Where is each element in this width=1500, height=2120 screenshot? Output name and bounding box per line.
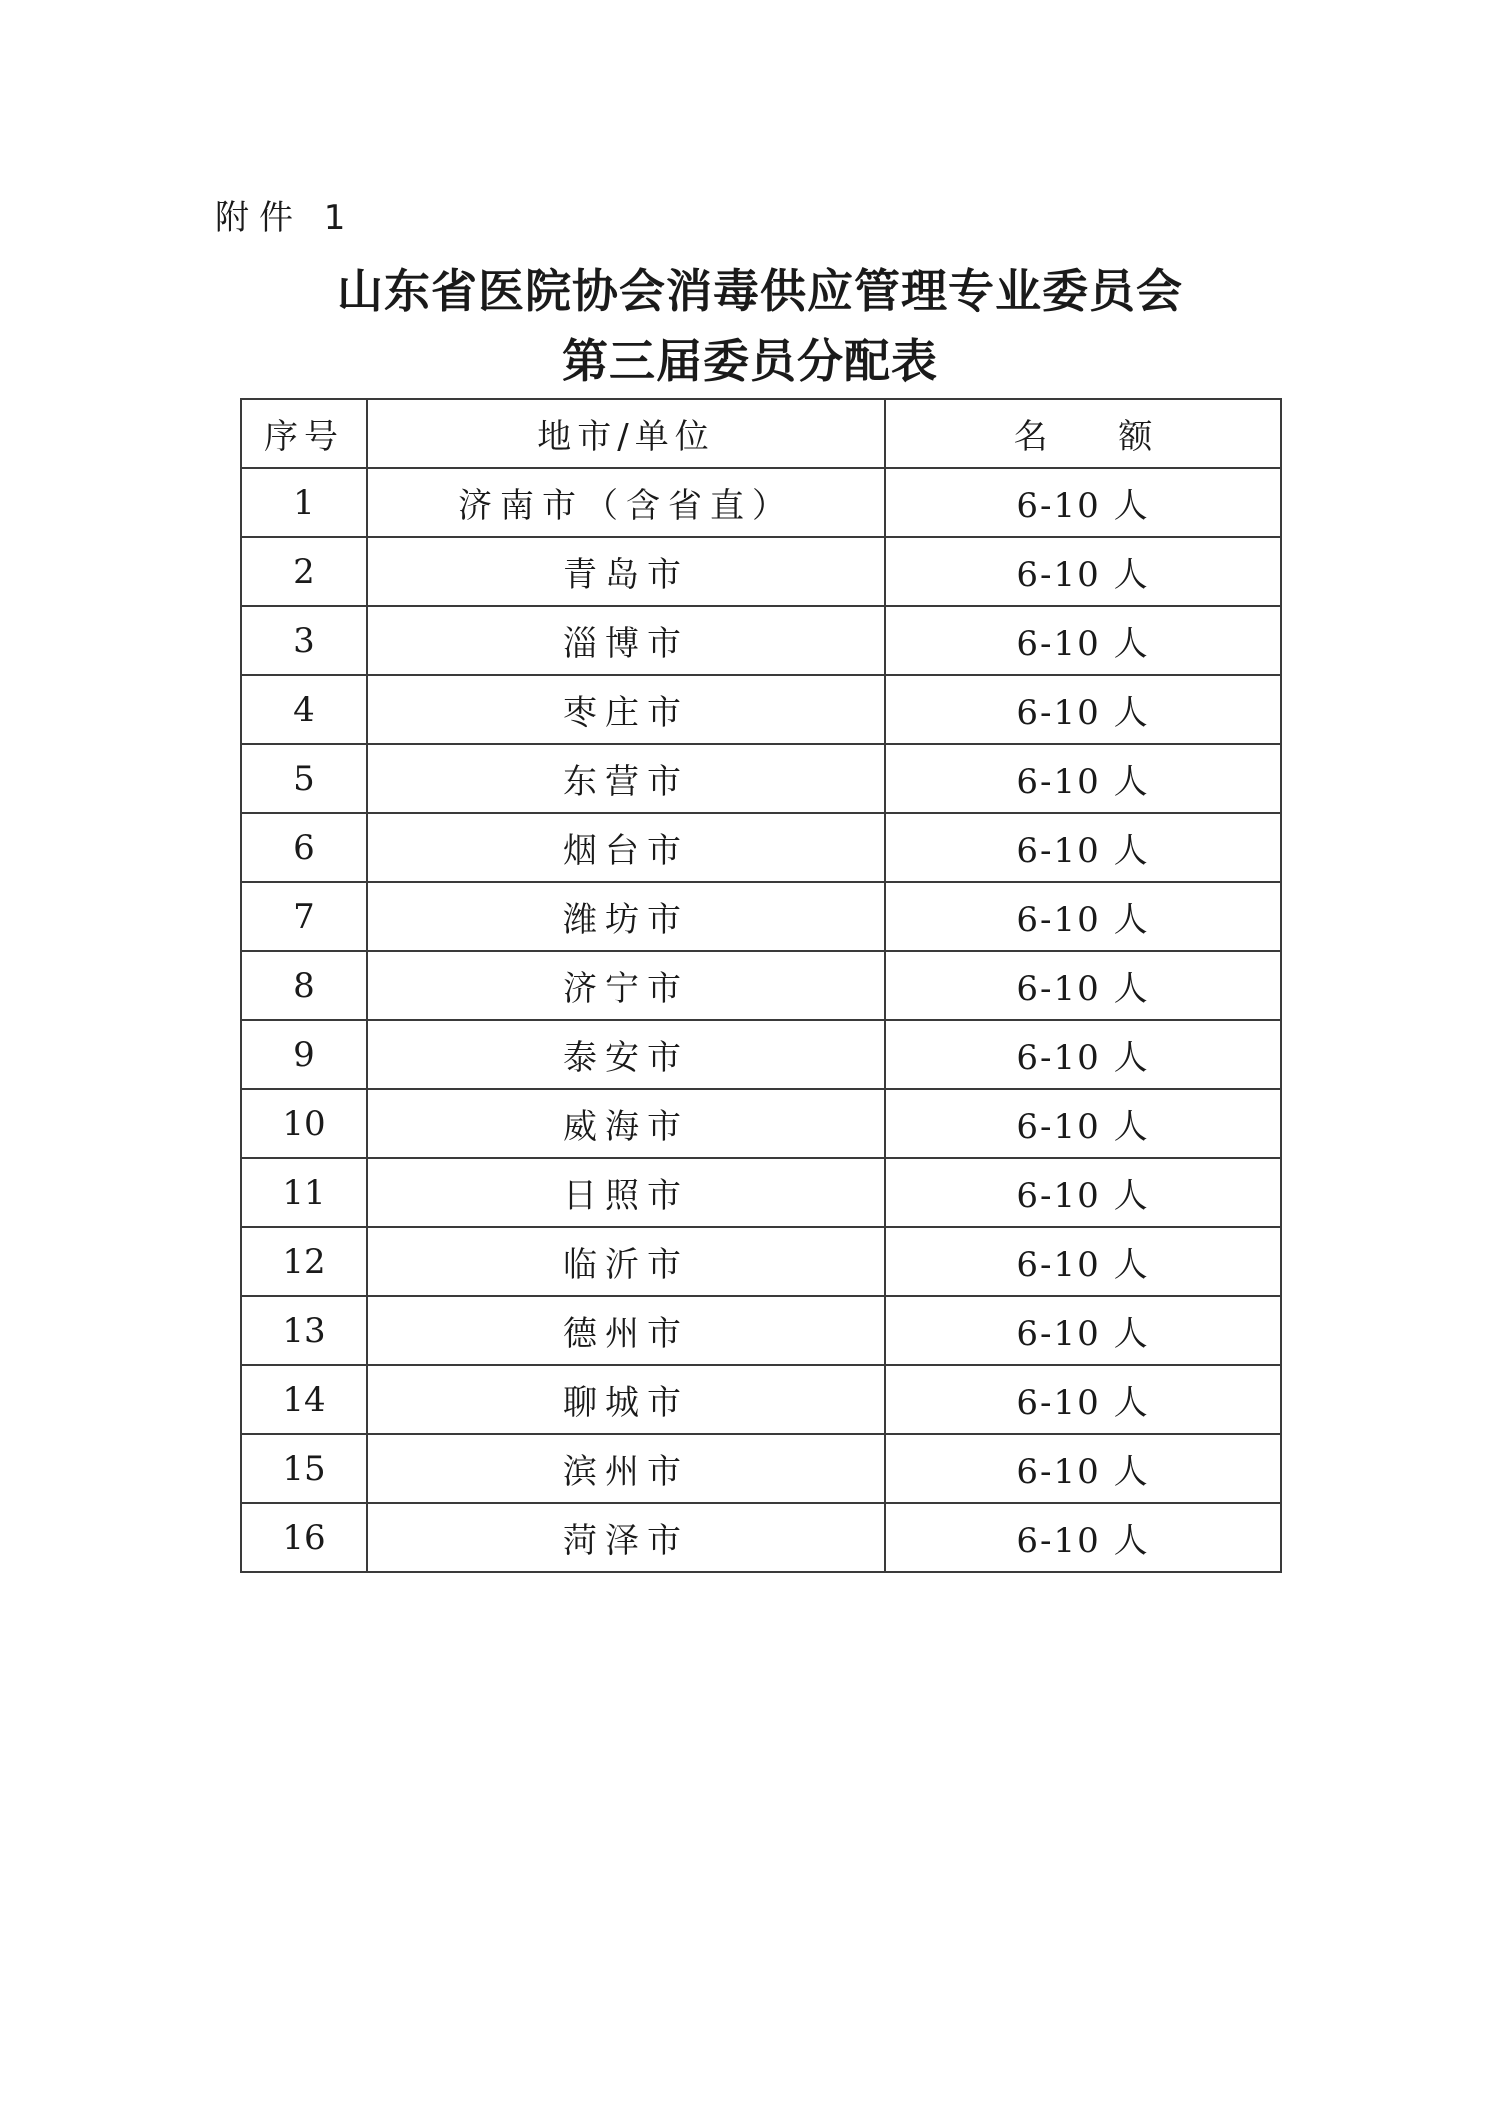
cell-serial-number: 7 — [241, 882, 367, 951]
cell-quota: 6-10 人 — [885, 1089, 1281, 1158]
table-row — [241, 951, 1281, 1020]
table-row — [241, 1434, 1281, 1503]
cell-quota: 6-10 人 — [885, 1503, 1281, 1572]
cell-serial-number: 5 — [241, 744, 367, 813]
cell-city-unit: 烟台市 — [367, 813, 885, 882]
cell-serial-number: 1 — [241, 468, 367, 537]
cell-city-unit: 菏泽市 — [367, 1503, 885, 1572]
cell-quota: 6-10 人 — [885, 744, 1281, 813]
cell-serial-number: 10 — [241, 1089, 367, 1158]
cell-serial-number: 12 — [241, 1227, 367, 1296]
table-row — [241, 1227, 1281, 1296]
cell-quota: 6-10 人 — [885, 537, 1281, 606]
cell-serial-number: 4 — [241, 675, 367, 744]
cell-serial-number: 15 — [241, 1434, 367, 1503]
table-row — [241, 813, 1281, 882]
header-city-unit: 地市/单位 — [367, 399, 885, 468]
document-title: 山东省医院协会消毒供应管理专业委员会 — [337, 264, 1183, 318]
cell-city-unit: 威海市 — [367, 1089, 885, 1158]
cell-quota: 6-10 人 — [885, 1227, 1281, 1296]
cell-quota: 6-10 人 — [885, 882, 1281, 951]
cell-serial-number: 14 — [241, 1365, 367, 1434]
table-row — [241, 1296, 1281, 1365]
table-row — [241, 1020, 1281, 1089]
cell-quota: 6-10 人 — [885, 813, 1281, 882]
table-row — [241, 744, 1281, 813]
cell-serial-number: 13 — [241, 1296, 367, 1365]
cell-city-unit: 泰安市 — [367, 1020, 885, 1089]
cell-quota: 6-10 人 — [885, 468, 1281, 537]
document-subtitle: 第三届委员分配表 — [562, 334, 938, 388]
cell-quota: 6-10 人 — [885, 951, 1281, 1020]
cell-serial-number: 16 — [241, 1503, 367, 1572]
table-row — [241, 606, 1281, 675]
cell-city-unit: 潍坊市 — [367, 882, 885, 951]
cell-city-unit: 青岛市 — [367, 537, 885, 606]
cell-serial-number: 2 — [241, 537, 367, 606]
table-row — [241, 675, 1281, 744]
cell-city-unit: 济宁市 — [367, 951, 885, 1020]
cell-quota: 6-10 人 — [885, 1158, 1281, 1227]
cell-serial-number: 11 — [241, 1158, 367, 1227]
table-row — [241, 1503, 1281, 1572]
cell-city-unit: 东营市 — [367, 744, 885, 813]
allocation-table — [240, 398, 1282, 1573]
cell-city-unit: 德州市 — [367, 1296, 885, 1365]
cell-city-unit: 枣庄市 — [367, 675, 885, 744]
cell-city-unit: 济南市（含省直） — [367, 468, 885, 537]
cell-city-unit: 淄博市 — [367, 606, 885, 675]
cell-quota: 6-10 人 — [885, 1434, 1281, 1503]
cell-quota: 6-10 人 — [885, 606, 1281, 675]
cell-serial-number: 6 — [241, 813, 367, 882]
table-row — [241, 537, 1281, 606]
header-serial-number: 序号 — [241, 399, 367, 468]
table-row — [241, 1089, 1281, 1158]
table-header-row — [241, 399, 1281, 468]
table-row — [241, 1158, 1281, 1227]
cell-quota: 6-10 人 — [885, 1020, 1281, 1089]
cell-serial-number: 3 — [241, 606, 367, 675]
header-quota: 名 额 — [885, 399, 1281, 468]
table-row — [241, 882, 1281, 951]
table-row — [241, 468, 1281, 537]
cell-serial-number: 9 — [241, 1020, 367, 1089]
table-body — [241, 468, 1281, 1572]
attachment-label: 附件 1 — [215, 198, 356, 238]
cell-city-unit: 聊城市 — [367, 1365, 885, 1434]
cell-city-unit: 滨州市 — [367, 1434, 885, 1503]
cell-serial-number: 8 — [241, 951, 367, 1020]
cell-quota: 6-10 人 — [885, 1296, 1281, 1365]
cell-quota: 6-10 人 — [885, 675, 1281, 744]
cell-city-unit: 日照市 — [367, 1158, 885, 1227]
cell-quota: 6-10 人 — [885, 1365, 1281, 1434]
table-row — [241, 1365, 1281, 1434]
cell-city-unit: 临沂市 — [367, 1227, 885, 1296]
